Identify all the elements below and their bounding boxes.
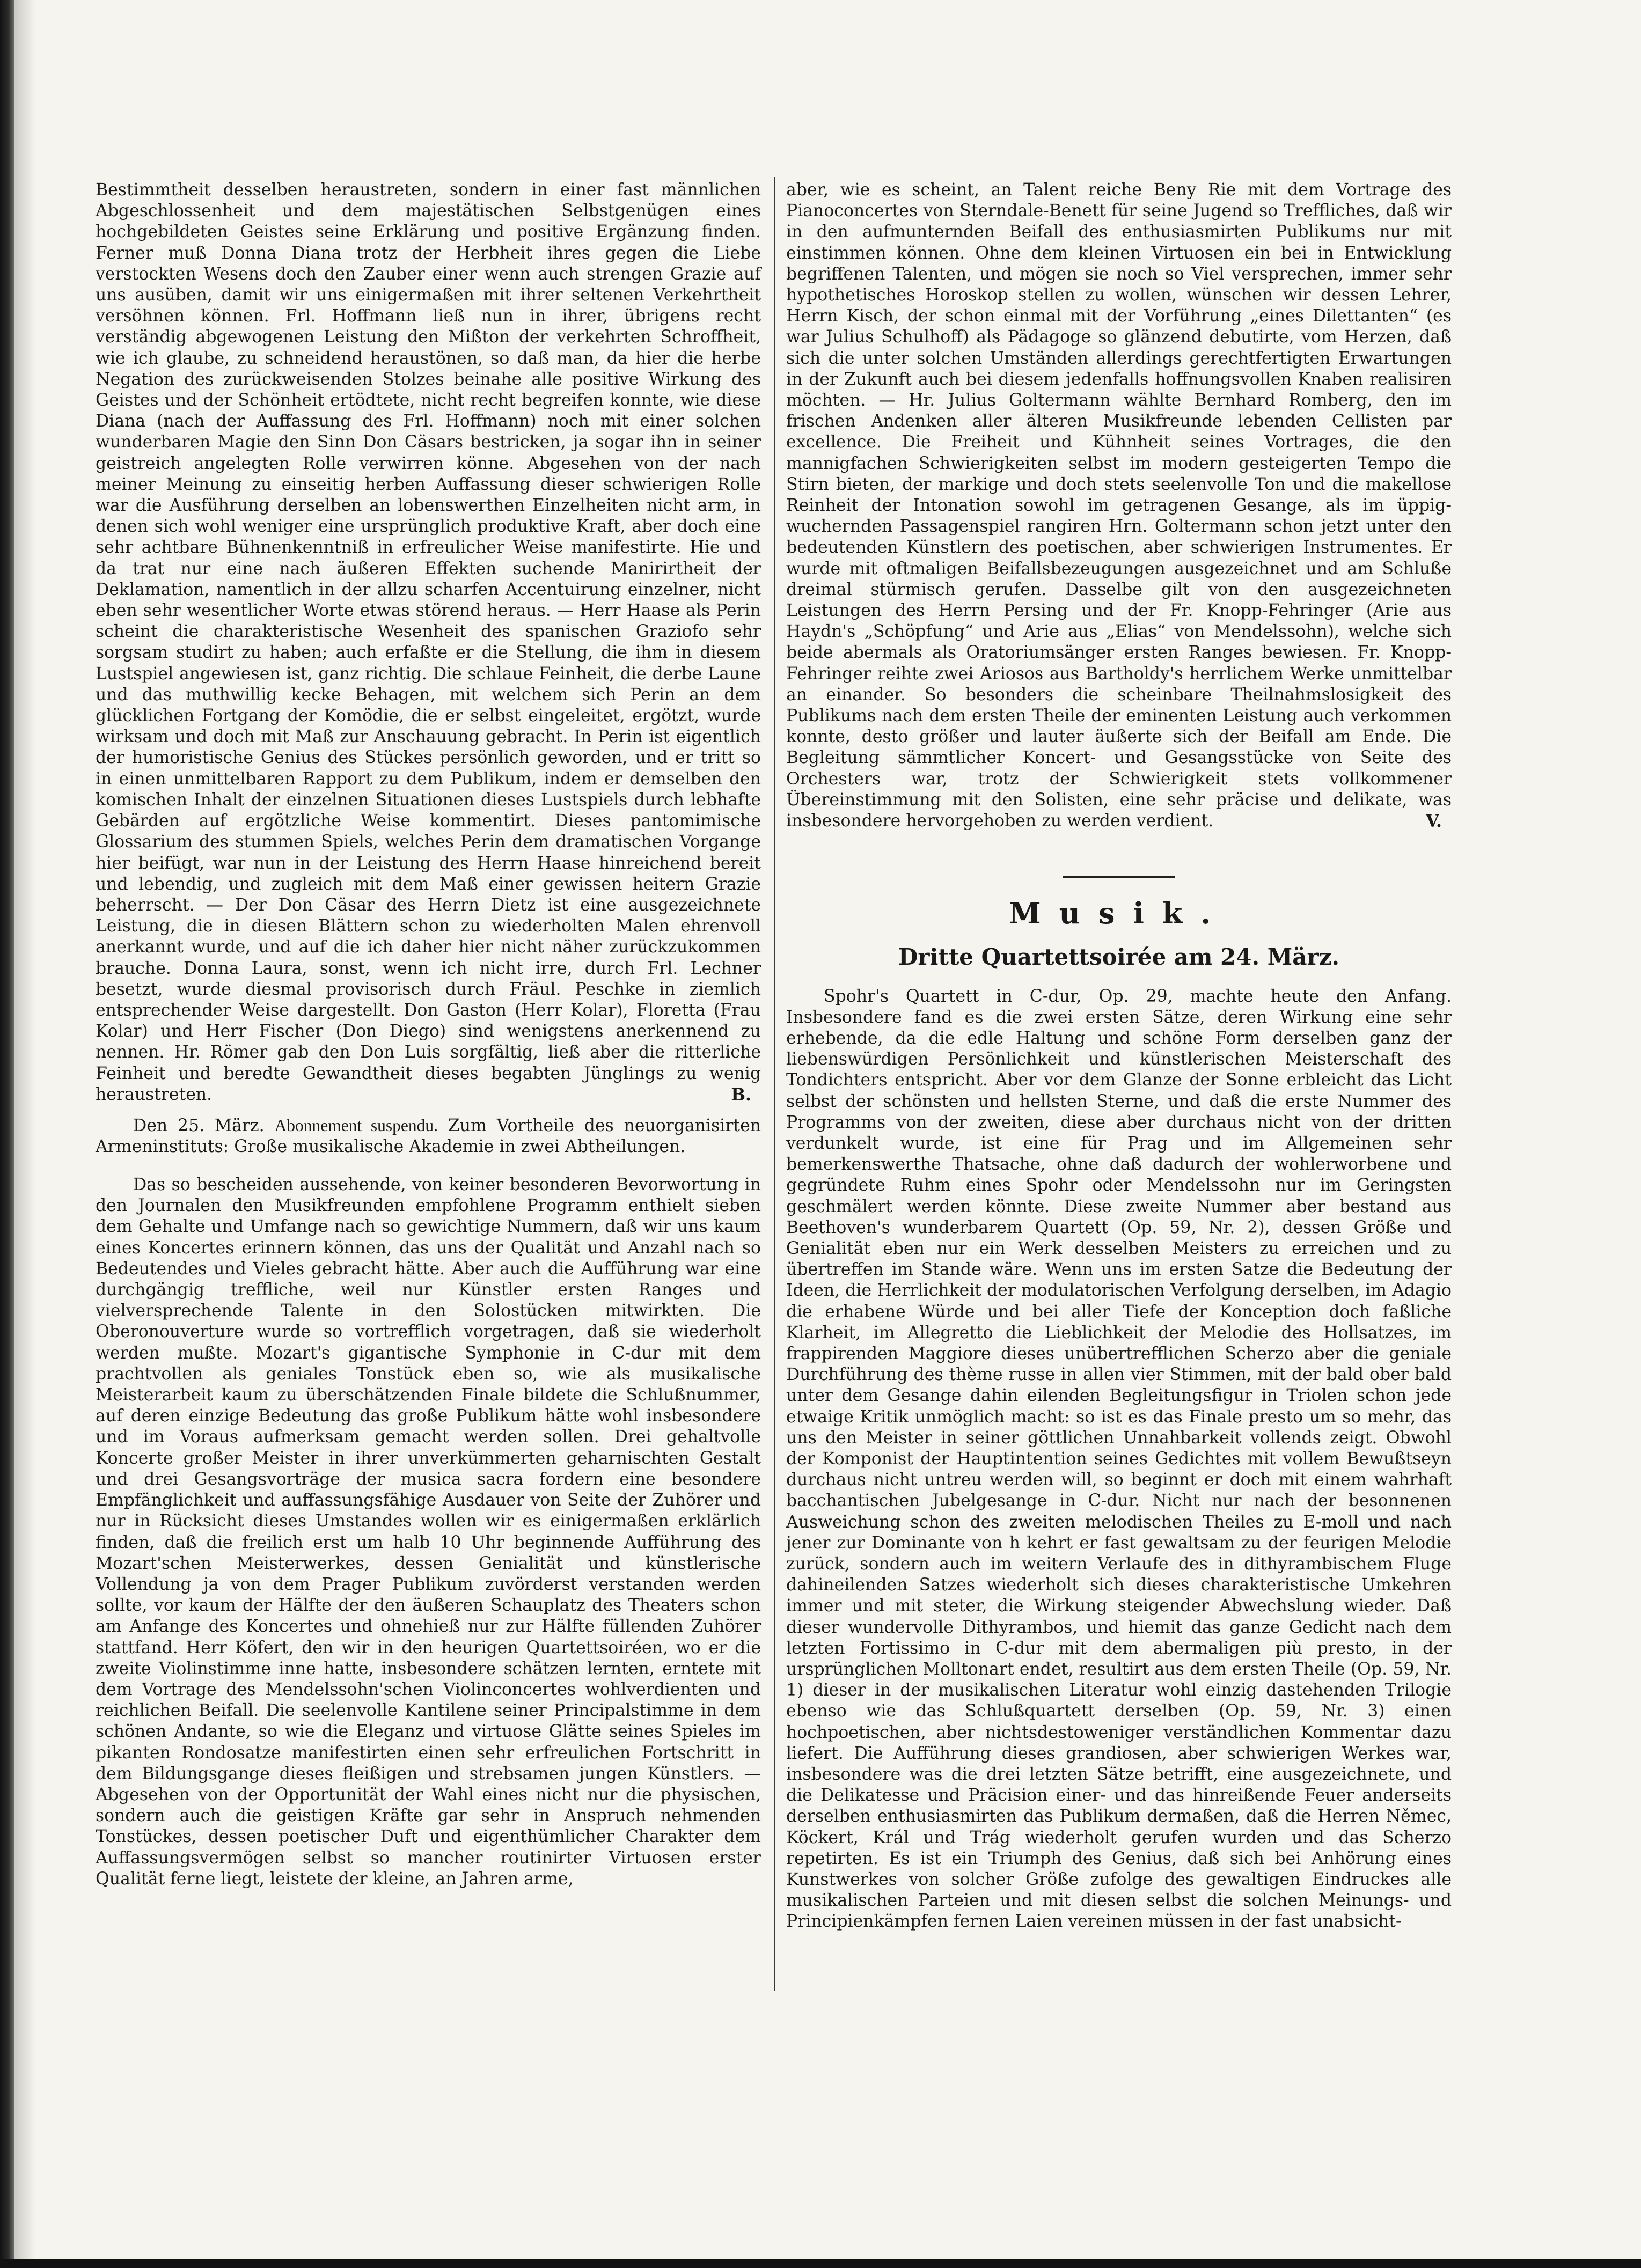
section-title: Musik. [1008,896,1229,930]
section-rule [1063,876,1175,878]
concert-review-signature: V. [1426,811,1442,832]
left-column [96,180,761,1890]
event-description: Zum Vortheile des neuorganisirten Armeninstituts: Große musikalische Akademie in zwei Abtheilungen. [96,1116,761,1157]
event-title: Abonnement suspendu. [274,1116,438,1135]
concert-review-continued: aber, wie es scheint, an Talent reiche Beny Rie mit dem Vortrage des Pianoconcertes von Sterndale-Benett für seine Jugend so Treffliches, daß wir in den aufmunternden Beifall des enthusiasmirten Publikums nur mit einstimmen können. Ohne dem kleinen Virtuosen ein bei in Entwicklung begriffenen Talenten, und mögen sie noch so Viel versprechen, immer sehr hypothetisches Horoskop stellen zu wollen, wünschen wir dessen Lehrer, Herrn Kisch, der schon einmal mit der Vorführung „eines Dilettanten“ (es war Julius Schulhoff) als Pädagoge so glänzend debutirte, vom Herzen, daß sich die unter solchen Umständen allerdings gerechtfertigten Erwartungen in der Zukunft auch bei diesem jedenfalls hoffnungsvollen Knaben realisiren möchten. — Hr. Julius Goltermann wählte Bernhard Romberg, den im frischen Andenken aller älteren Musikfreunde lebenden Cellisten par excellence. Die Freiheit und Kühnheit seines Vortrages, die den mannigfachen Schwierigkeiten selbst im modern gesteigerten Tempo die Stirn bieten, der markige und doch stets seelenvolle Ton und die makellose Reinheit der Intonation sowohl im getragenen Gesange, als im üppig-wuchernden Passagenspiel rangiren Hrn. Goltermann schon jetzt unter den bedeutenden Künstlern des poetischen, aber schwierigen Instrumentes. Er wurde mit oftmaligen Beifallsbezeugungen ausgezeichnet und am Schluße dreimal stürmisch gerufen. Dasselbe gilt von den ausgezeichneten Leistungen des Herrn Persing und der Fr. Knopp-Fehringer (Arie aus Haydn's „Schöpfung“ und Arie aus „Elias“ von Mendelssohn), welche sich beide abermals als Oratoriumsänger ersten Ranges bewiesen. Fr. Knopp-Fehringer reihte zwei Ariosos aus Bartholdy's herrlichem Werke unmittelbar an einander. So besonders die scheinbare Theilnahmslosigkeit des Publikums nach dem ersten Theile der eminenten Leistung auch verkommen konnte, desto größer und lauter äußerte sich der Beifall am Ende. Die Begleitung sämmtlicher Koncert- und Gesangsstücke von Seite des Orchesters war, trotz der Schwierigkeit stets vollkommener Übereinstimmung mit den Solisten, eine sehr präcise und delikate, was insbesondere hervorgehoben zu werden verdient. [786,180,1452,831]
page-bottom-edge [0,2259,1641,2268]
column-divider [774,177,775,1991]
right-column [786,180,1452,1933]
concert-review-paragraph: Das so bescheiden aussehende, von keiner besonderen Bevorwortung in den Journalen den Musikfreunden empfohlene Programm enthielt sieben dem Gehalte und Umfange nach so gewichtige Nummern, daß wir uns kaum eines Koncertes erinnern können, das uns der Qualität und Anzahl nach so Bedeutendes und Vieles gebracht hätte. Aber auch die Aufführung war eine durchgängig treffliche, weil nur Künstler ersten Ranges und vielversprechende Talente in den Solostücken mitwirkten. Die Oberonouverture wurde so vortrefflich vorgetragen, daß sie wiederholt werden mußte. Mozart's gigantische Symphonie in C-dur mit dem prachtvollen als geniales Tonstück eben so, wie als musikalische Meisterarbeit kaum zu überschätzenden Finale bildete die Schlußnummer, auf deren einzige Bedeutung das große Publikum hätte wohl insbesondere und im Voraus aufmerksam gemacht werden sollen. Drei gehaltvolle Koncerte großer Meister in ihrer unverkümmerten geharnischten Gestalt und drei Gesangsvorträge der musica sacra fordern eine besondere Empfänglichkeit und auffassungsfähige Ausdauer von Seite der Zuhörer und nur in Rücksicht dieses Umstandes wollen wir es einigermaßen erklärlich finden, daß die freilich erst um halb 10 Uhr beginnende Aufführung des Mozart'schen Meisterwerkes, dessen Genialität und künstlerische Vollendung ja von dem Prager Publikum zuvörderst verstanden werden sollte, vor kaum der Hälfte der den äußeren Schauplatz des Theaters schon am Anfange des Koncertes und ohnehieß nur zur Hälfte füllenden Zuhörer stattfand. Herr Köfert, den wir in den heurigen Quartettsoiréen, wo er die zweite Violinstimme inne hatte, insbesondere schätzen lernten, erntete mit dem Vortrage des Mendelssohn'schen Violinconcertes wohlverdienten und reichlichen Beifall. Die seelenvolle Kantilene seiner Principalstimme in dem schönen Andante, so wie die Eleganz und virtuose Glätte seines Spieles im pikanten Rondosatze manifestirten einen sehr erfreulichen Fortschritt in dem Bildungsgange dieses fleißigen und strebsamen jungen Künstlers. — Abgesehen von der Opportunität der Wahl eines nicht nur die physischen, sondern auch die geistigen Kräfte gar sehr in Anspruch nehmenden Tonstückes, dessen poetischer Duft und eigenthümlicher Charakter dem Auffassungsvermögen selbst so mancher routinirter Virtuosen erster Qualität ferne liegt, leistete der kleine, an Jahren arme, [96,1175,761,1889]
event-date: Den 25. März. [133,1116,265,1136]
review-signature: B. [731,1084,751,1105]
section-subtitle: Dritte Quartettsoirée am 24. März. [898,943,1340,970]
binding-shadow [14,0,35,2268]
quartet-review-paragraph: Spohr's Quartett in C-dur, Op. 29, machte heute den Anfang. Insbesondere fand es die zwei ersten Sätze, deren Wirkung eine sehr erhebende, da die edle Haltung und schöne Form derselben ganz der liebenswürdigen Persönlichkeit und künstlerischen Meisterschaft des Tondichters entspricht. Aber vor dem Glanze der Sonne erbleicht das Licht selbst der schönsten und hellsten Sterne, und daß die erste Nummer des Programms von der zweiten, diese aber durchaus nicht von der dritten verdunkelt wurde, ist eine für Prag und im Allgemeinen sehr bemerkenswerthe Thatsache, ohne daß dadurch der wohlerworbene und gegründete Ruhm eines Spohr oder Mendelssohn nur im Geringsten geschmälert werden könnte. Diese zweite Nummer aber bestand aus Beethoven's wunderbarem Quartett (Op. 59, Nr. 2), dessen Größe und Genialität eben nur ein Werk desselben Meisters zu erreichen und zu übertreffen im Stande wäre. Wenn uns im ersten Satze die Bedeutung der Ideen, die Herrlichkeit der modulatorischen Verfolgung derselben, im Adagio die erhabene Würde und bei aller Tiefe der Konception doch faßliche Klarheit, im Allegretto die Lieblichkeit der Melodie des Hollsatzes, im frappirenden Maggiore dieses unübertrefflichen Scherzo aber die geniale Durchführung des thème russe in allen vier Stimmen, mit der bald ober bald unter dem Gesange dahin eilenden Begleitungsfigur in Triolen schon jede etwaige Kritik unmöglich macht: so ist es das Finale presto um so mehr, das uns den Meister in seiner göttlichen Unnahbarkeit vollends zeigt. Obwohl der Komponist der Hauptintention seines Gedichtes mit vollem Bewußtseyn durchaus nicht untreu werden will, so beginnt er doch mit einem wahrhaft bacchantischen Jubelgesange in C-dur. Nicht nur nach der besonnenen Ausweichung schon des zweiten melodischen Theiles zu E-moll und nach jener zur Dominante von h kehrt er fast gewaltsam zu der feurigen Melodie zurück, sondern auch im weitern Verlaufe des in dithyrambischem Fluge dahineilenden Satzes wiederholt sich dieses charakteristische Umkehren immer und mit steter, die Wirkung steigender Abwechslung wieder. Daß dieser wundervolle Dithyrambos, und hiemit das ganze Gedicht nach dem letzten Fortissimo in C-dur mit dem abermaligen più presto, in der ursprünglichen Molltonart endet, resultirt aus dem ersten Theile (Op. 59, Nr. 1) dieser in der musikalischen Literatur wohl einzig dastehenden Trilogie ebenso wie das Schlußquartett derselben (Op. 59, Nr. 3) einen hochpoetischen, aber nichtsdestoweniger verständlichen Kommentar dazu liefert. Die Aufführung dieses grandiosen, aber schwierigen Werkes war, insbesondere was die drei letzten Sätze betrifft, eine ausgezeichnete, und die Delikatesse und Präcision einer- und das hinreißende Feuer anderseits derselben enthusiasmirten das Publikum dermaßen, daß die Herren Němec, Köckert, Král und Trág wiederholt gerufen wurden und das Scherzo repetirten. Es ist ein Triumph des Genius, daß sich bei Anhörung eines Kunstwerkes von solcher Größe zufolge des gewaltigen Eindruckes alle musikalischen Parteien und mit diesen selbst die solchen Meinungs- und Principienkämpfen fernen Laien vereinen müssen in der fast unabsicht- [786,986,1452,1932]
theatre-review-paragraph: Bestimmtheit desselben heraustreten, sondern in einer fast männlichen Abgeschlossenheit und dem majestätischen Selbstgenügen eines hochgebildeten Geistes seine Erklärung und positive Ergänzung finden. Ferner muß Donna Diana trotz der Herbheit ihres gegen die Liebe verstockten Wesens doch den Zauber einer wenn auch strengen Grazie auf uns ausüben, damit wir uns einigermaßen mit ihrer seltenen Verkehrtheit versöhnen können. Frl. Hoffmann ließ nun in ihrer, übrigens recht verständig abgewogenen Leistung den Mißton der verkehrten Schroffheit, wie ich glaube, zu schneidend heraustönen, so daß man, da hier die herbe Negation des zurückweisenden Stolzes beinahe alle positive Wirkung des Geistes und der Schönheit ertödtete, nicht recht begreifen konnte, wie diese Diana (nach der Auffassung des Frl. Hoffmann) noch mit einer solchen wunderbaren Magie den Sinn Don Cäsars bestricken, ja sogar ihn in seiner geistreich angelegten Rolle verwirren könne. Abgesehen von der nach meiner Meinung zu einseitig herben Auffassung dieser schwierigen Rolle war die Ausführung derselben an lobenswerthen Einzelheiten nicht arm, in denen sich wohl weniger eine ursprünglich produktive Kraft, aber doch eine sehr achtbare Bühnenkenntniß in erfreulicher Weise manifestirte. Hie und da trat nur eine nach äußeren Effekten suchende Manirirtheit der Deklamation, namentlich in der allzu scharfen Accentuirung einzelner, nicht eben sehr wesentlicher Worte etwas störend heraus. — Herr Haase als Perin scheint die charakteristische Wesenheit des spanischen Graziofo sehr sorgsam studirt zu haben; auch erfaßte er die Stellung, die ihm in diesem Lustspiel angewiesen ist, ganz richtig. Die schlaue Feinheit, die derbe Laune und das muthwillig kecke Behagen, mit welchem sich Perin an dem glücklichen Fortgang der Komödie, die er selbst eingeleitet, ergötzt, wurde wirksam und doch mit Maß zur Anschauung gebracht. In Perin ist eigentlich der humoristische Genius des Stückes persönlich geworden, und er tritt so in einen unmittelbaren Rapport zu dem Publikum, indem er demselben den komischen Inhalt der einzelnen Situationen dieses Lustspiels durch lebhafte Gebärden auf ergötzliche Weise kommentirt. Dieses pantomimische Glossarium des stummen Spiels, welches Perin dem dramatischen Vorgange hier beifügt, war nun in der Leistung des Herrn Haase hinreichend bereit und lebendig, und zugleich mit dem Maß einer gewissen heitern Grazie beherrscht. — Der Don Cäsar des Herrn Dietz ist eine ausgezeichnete Leistung, die in diesen Blättern schon zu wiederholten Malen ehrenvoll anerkannt wurde, und auf die ich daher hier nicht näher zurückzukommen brauche. Donna Laura, sonst, wenn ich nicht irre, durch Frl. Lechner besetzt, wurde diesmal provisorisch durch Fräul. Peschke in ziemlich entsprechender Weise dargestellt. Don Gaston (Herr Kolar), Floretta (Frau Kolar) und Herr Fischer (Don Diego) sind wenigstens anerkennend zu nennen. Hr. Römer gab den Don Luis sorgfältig, ließ aber die ritterliche Feinheit und beredte Gewandtheit dieses begabten Jünglings zu wenig heraustreten. [96,180,761,1104]
binding-edge [0,0,14,2268]
concert-announcement [96,1115,761,1157]
